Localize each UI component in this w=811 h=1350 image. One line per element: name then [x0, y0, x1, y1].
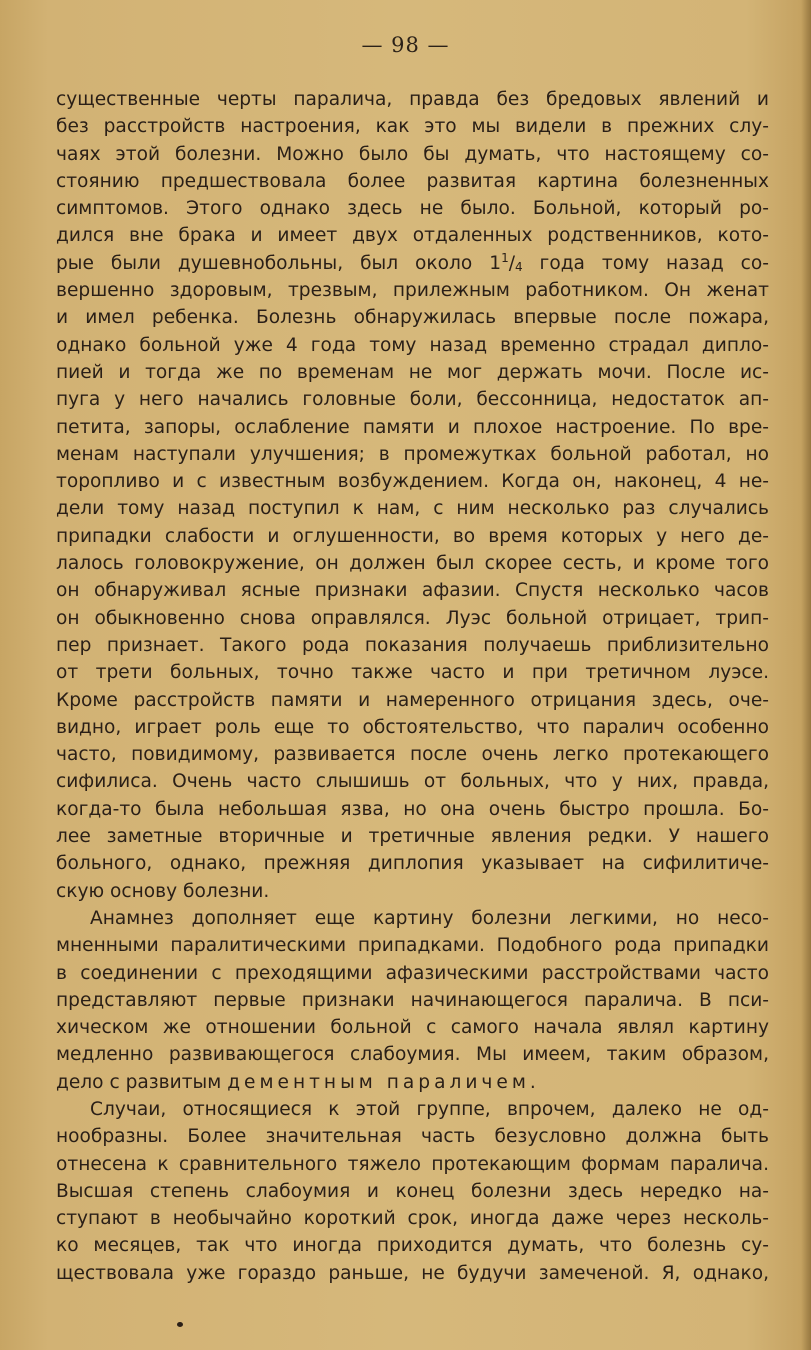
page-edge-shadow	[801, 0, 811, 1350]
text-line: Кроме расстройств памяти и намеренного отрицания здесь, оче-	[56, 689, 769, 711]
text-line: ко месяцев, так что иногда приходится думать, что болезнь су-	[56, 1235, 769, 1257]
text-line: петита, запоры, ослабление памяти и плохое настроение. По вре-	[56, 416, 769, 438]
text-line: стоянию предшествовала более развитая картина болезненных	[56, 170, 769, 192]
text-line: видно, играет роль еще то обстоятельство, что паралич особенно	[56, 716, 769, 738]
text-line: когда-то была небольшая язва, но она очень быстро прошла. Бо-	[56, 798, 769, 820]
text-line: пией и тогда же по временам не мог держать мочи. После ис-	[56, 361, 769, 383]
emphasized-term: дементным параличем	[227, 1071, 530, 1093]
text-line: ществовала уже гораздо раньше, не будучи замеченой. Я, однако,	[56, 1262, 769, 1284]
fraction-slash: /	[508, 252, 515, 274]
text-line: он обнаруживал ясные признаки афазии. Спустя несколько часов	[56, 580, 769, 602]
text-line: симптомов. Этого однако здесь не было. Больной, который ро-	[56, 198, 769, 220]
text-line: припадки слабости и оглушенности, во время которых у него де-	[56, 525, 769, 547]
text-line: Высшая степень слабоумия и конец болезни здесь нередко на-	[56, 1180, 769, 1202]
text-line: Анамнез дополняет еще картину болезни легкими, но несо-	[90, 907, 769, 929]
text-line: и имел ребенка. Болезнь обнаружилась впервые после пожара,	[56, 307, 769, 329]
fraction-whole: 1	[489, 252, 502, 274]
text-line: Случаи, относящиеся к этой группе, впрочем, далеко не од-	[90, 1098, 769, 1120]
text-line: медленно развивающегося слабоумия. Мы имеем, таким образом,	[56, 1044, 769, 1066]
text-fragment: рые были душевнобольны, был около	[56, 252, 473, 274]
text-fragment: .	[529, 1071, 536, 1093]
text-line: лалось головокружение, он должен был скорее сесть, и кроме того	[56, 553, 769, 575]
text-fragment: дело с развитым	[56, 1071, 222, 1093]
text-line: без расстройств настроения, как это мы видели в прежних слу-	[56, 116, 769, 138]
text-line: представляют первые признаки начинающегося паралича. В пси-	[56, 989, 769, 1011]
text-fragment: года тому назад со-	[539, 252, 769, 274]
text-line: он обыкновенно снова оправлялся. Луэс больной отрицает, трип-	[56, 607, 769, 629]
text-line-with-emphasis	[56, 1069, 769, 1096]
page-number: — 98 —	[361, 33, 450, 57]
text-line: торопливо и с известным возбуждением. Когда он, наконец, 4 не-	[56, 471, 769, 493]
text-line: дился вне брака и имеет двух отдаленных родственников, кото-	[56, 225, 769, 247]
text-line: ступают в необычайно короткий срок, иногда даже через несколь-	[56, 1208, 769, 1230]
text-line: менам наступали улучшения; в промежутках больной работал, но	[56, 443, 769, 465]
text-line: отнесена к сравнительного тяжело протекающим формам паралича.	[56, 1153, 769, 1175]
text-line: существенные черты паралича, правда без бредовых явлений и	[56, 89, 769, 110]
fraction-denominator: 4	[514, 259, 523, 274]
text-line: часто, повидимому, развивается после очень легко протекающего	[56, 744, 769, 766]
text-line: в соединении с преходящими афазическими расстройствами часто	[56, 962, 769, 984]
text-line: скую основу болезни.	[56, 880, 270, 902]
text-line: нообразны. Более значительная часть безусловно должна быть	[56, 1126, 769, 1148]
text-line: пуга у него начались головные боли, бессонница, недостаток ап-	[56, 389, 769, 411]
text-line: от трети больных, точно также часто и при третичном луэсе.	[56, 662, 769, 684]
fraction	[489, 250, 523, 274]
text-line: хическом же отношении больной с самого начала являл картину	[56, 1017, 769, 1039]
fraction-numerator: 1	[501, 250, 509, 265]
text-line: чаях этой болезни. Можно было бы думать, что настоящему со-	[56, 143, 769, 165]
text-line: сифилиса. Очень часто слышишь от больных, что у них, правда,	[56, 771, 769, 793]
text-line: дели тому назад поступил к нам, с ним несколько раз случались	[56, 498, 769, 520]
text-line: пер признает. Такого рода показания получаешь приблизительно	[56, 634, 769, 656]
text-line: больного, однако, прежняя диплопия указывает на сифилитиче-	[56, 853, 769, 875]
text-line: лее заметные вторичные и третичные явления редки. У нашего	[56, 826, 769, 848]
ink-speck	[177, 1322, 183, 1327]
text-line: вершенно здоровым, трезвым, прилежным работником. Он женат	[56, 280, 769, 302]
text-line-with-fraction	[56, 250, 769, 277]
text-line: мненными паралитическими припадками. Подобного рода припадки	[56, 935, 769, 957]
body-text	[56, 86, 769, 1287]
text-line: однако больной уже 4 года тому назад временно страдал дипло-	[56, 334, 769, 356]
